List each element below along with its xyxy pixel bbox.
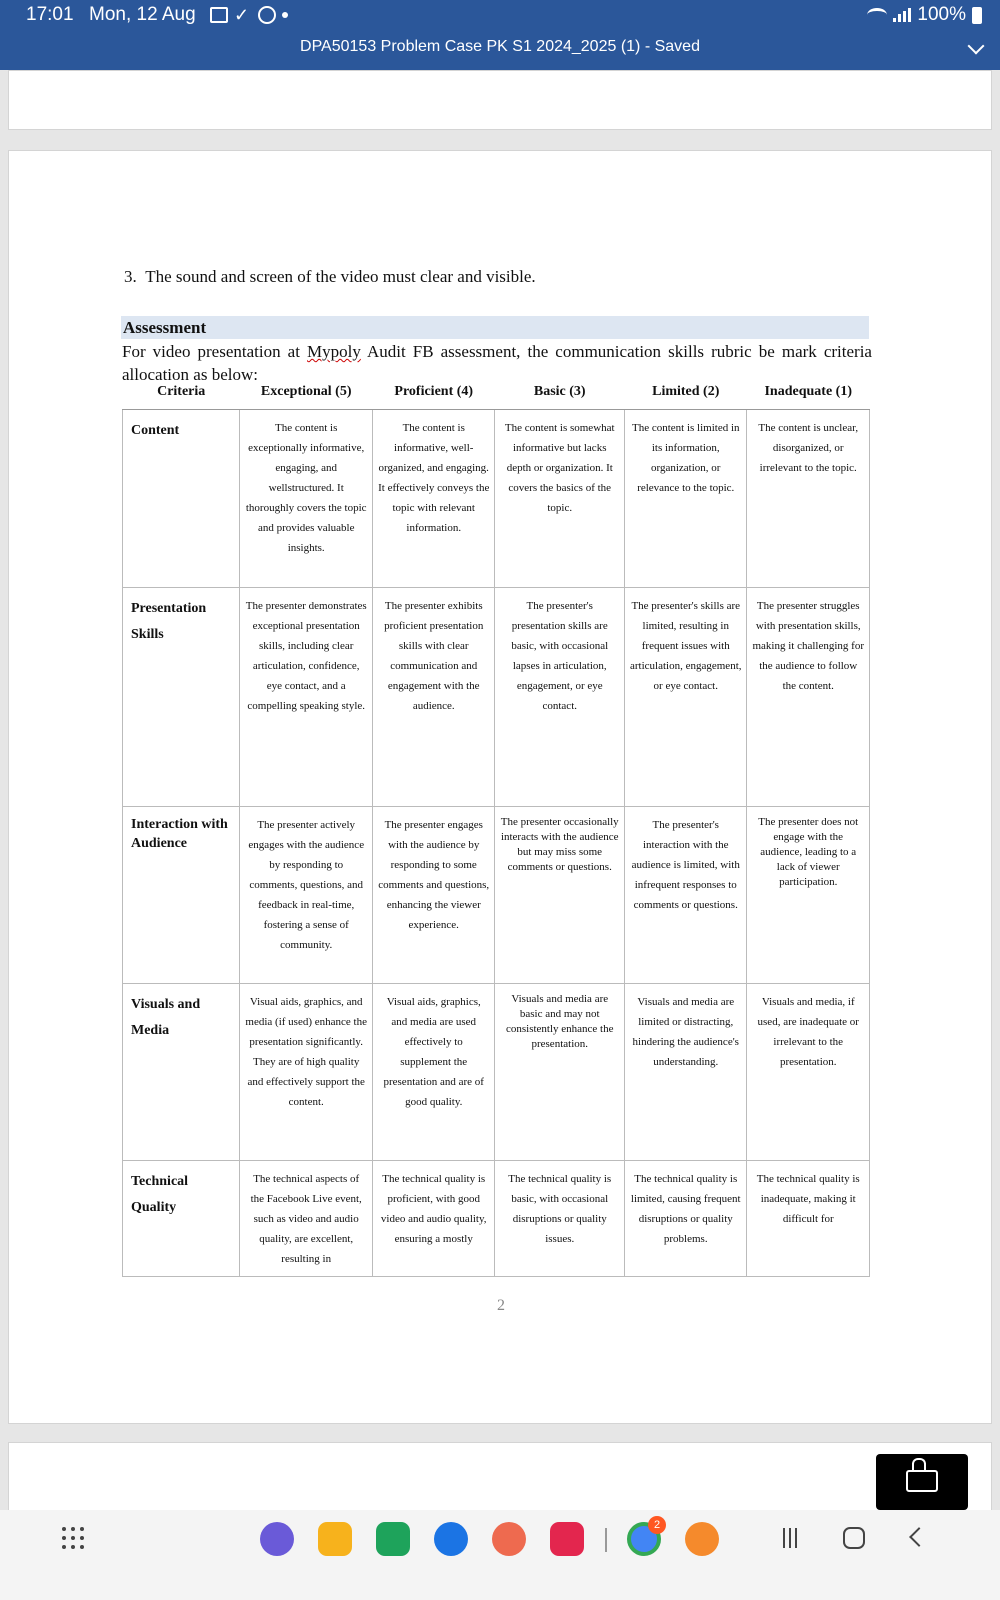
classroom-icon[interactable] [376, 1522, 410, 1556]
criteria-visuals: Visuals and Media [123, 983, 240, 1160]
dock-divider [605, 1528, 607, 1552]
criteria-interaction: Interaction with Audience [123, 806, 240, 983]
internet-browser-icon[interactable] [260, 1522, 294, 1556]
cell-interaction-3: The presenter occasionally interacts with the audience but may miss some comments or questions. [495, 806, 625, 983]
cell-technical-2: The technical quality is limited, causing frequent disruptions or quality problems. [625, 1160, 747, 1276]
list-item-3: 3. The sound and screen of the video must clear and visible. [124, 267, 536, 286]
contacts-icon[interactable] [492, 1522, 526, 1556]
cell-interaction-2: The presenter's interaction with the audience is limited, with infrequent responses to comments or questions. [625, 806, 747, 983]
messages-icon[interactable] [434, 1522, 468, 1556]
document-page [8, 150, 992, 1424]
app-drawer-icon[interactable] [62, 1527, 84, 1549]
header-exceptional: Exceptional (5) [240, 378, 373, 409]
previous-page [8, 70, 992, 130]
rubric-row-technical [123, 1160, 870, 1276]
header-criteria: Criteria [123, 378, 240, 409]
cell-visuals-1: Visuals and media, if used, are inadequate or irrelevant to the presentation. [747, 983, 870, 1160]
camera-icon[interactable] [550, 1522, 584, 1556]
cell-content-2: The content is limited in its information, organization, or relevance to the topic. [625, 409, 747, 587]
whatsapp-icon [258, 6, 276, 24]
cell-interaction-4: The presenter engages with the audience by responding to some comments and questions, enhancing the viewer experience. [373, 806, 495, 983]
status-right [867, 4, 982, 26]
intro-text-c: Audit FB assessment, the communication skills rubric be mark criteria allocation as below: [122, 342, 872, 384]
cell-technical-3: The technical quality is basic, with occasional disruptions or quality issues. [495, 1160, 625, 1276]
cell-presentation-5: The presenter demonstrates exceptional presentation skills, including clear articulation, confidence, eye contact, and a compelling speaking style. [240, 587, 373, 806]
back-button[interactable] [909, 1527, 929, 1547]
status-time: 17:01 [26, 4, 74, 25]
header-basic: Basic (3) [495, 378, 625, 409]
keyboard-icon [906, 1470, 938, 1492]
my-files-icon[interactable] [318, 1522, 352, 1556]
home-button[interactable] [843, 1527, 865, 1549]
cell-content-3: The content is somewhat informative but lacks depth or organization. It covers the basics of the topic. [495, 409, 625, 587]
cell-technical-1: The technical quality is inadequate, making it difficult for [747, 1160, 870, 1276]
cell-interaction-5: The presenter actively engages with the audience by responding to comments, questions, and feedback in real-time, fostering a sense of community. [240, 806, 373, 983]
cell-visuals-2: Visuals and media are limited or distracting, hindering the audience's understanding. [625, 983, 747, 1160]
cell-content-4: The content is informative, well-organized, and engaging. It effectively conveys the topic with relevant information. [373, 409, 495, 587]
criteria-technical: Technical Quality [123, 1160, 240, 1276]
cell-visuals-4: Visual aids, graphics, and media are used effectively to supplement the presentation and are of good quality. [373, 983, 495, 1160]
notification-icons [210, 6, 288, 24]
app-header [0, 0, 1000, 70]
more-notifications-icon [282, 12, 288, 18]
criteria-content: Content [123, 409, 240, 587]
assessment-heading: Assessment [121, 316, 869, 339]
cell-content-1: The content is unclear, disorganized, or irrelevant to the topic. [747, 409, 870, 587]
cell-content-5: The content is exceptionally informative, engaging, and wellstructured. It thoroughly covers the topic and provides valuable insights. [240, 409, 373, 587]
intro-text-a: For video presentation at [122, 342, 307, 361]
signal-icon [893, 8, 911, 22]
page-number: 2 [497, 1297, 505, 1314]
recent-apps-button[interactable] [783, 1528, 797, 1548]
header-inadequate: Inadequate (1) [747, 378, 870, 409]
cell-visuals-3: Visuals and media are basic and may not consistently enhance the presentation. [495, 983, 625, 1160]
battery-icon [972, 7, 982, 24]
check-icon: ✓ [234, 5, 250, 25]
wifi-icon [867, 8, 887, 22]
status-date: Mon, 12 Aug [89, 4, 196, 25]
rubric-row-presentation [123, 587, 870, 806]
keyboard-toggle-button[interactable] [876, 1454, 968, 1510]
blogger-icon[interactable] [685, 1522, 719, 1556]
cell-presentation-4: The presenter exhibits proficient presentation skills with clear communication and engagement with the audience. [373, 587, 495, 806]
rubric-row-interaction [123, 806, 870, 983]
notification-badge: 2 [648, 1516, 666, 1534]
rubric-row-visuals [123, 983, 870, 1160]
rubric-header-row [123, 378, 870, 409]
cell-presentation-1: The presenter struggles with presentation skills, making it challenging for the audience to follow the content. [747, 587, 870, 806]
cell-technical-4: The technical quality is proficient, with good video and audio quality, ensuring a mostly [373, 1160, 495, 1276]
header-limited: Limited (2) [625, 378, 747, 409]
cell-visuals-5: Visual aids, graphics, and media (if used) enhance the presentation significantly. They are of high quality and effectively support the content. [240, 983, 373, 1160]
criteria-presentation: Presentation Skills [123, 587, 240, 806]
rubric-row-content [123, 409, 870, 587]
cell-technical-5: The technical aspects of the Facebook Live event, such as video and audio quality, are excellent, resulting in [240, 1160, 373, 1276]
rubric-table [122, 378, 870, 1277]
cell-interaction-1: The presenter does not engage with the audience, leading to a lack of viewer participation. [747, 806, 870, 983]
cell-presentation-3: The presenter's presentation skills are basic, with occasional lapses in articulation, engagement, or eye contact. [495, 587, 625, 806]
header-proficient: Proficient (4) [373, 378, 495, 409]
status-bar [0, 0, 1000, 30]
battery-percent: 100% [917, 4, 966, 25]
navigation-bar [0, 1510, 1000, 1600]
gallery-icon [210, 7, 228, 23]
cell-presentation-2: The presenter's skills are limited, resulting in frequent issues with articulation, engagement, or eye contact. [625, 587, 747, 806]
spellcheck-word[interactable]: Mypoly [307, 342, 361, 361]
document-title[interactable]: DPA50153 Problem Case PK S1 2024_2025 (1) - Saved [300, 38, 700, 55]
